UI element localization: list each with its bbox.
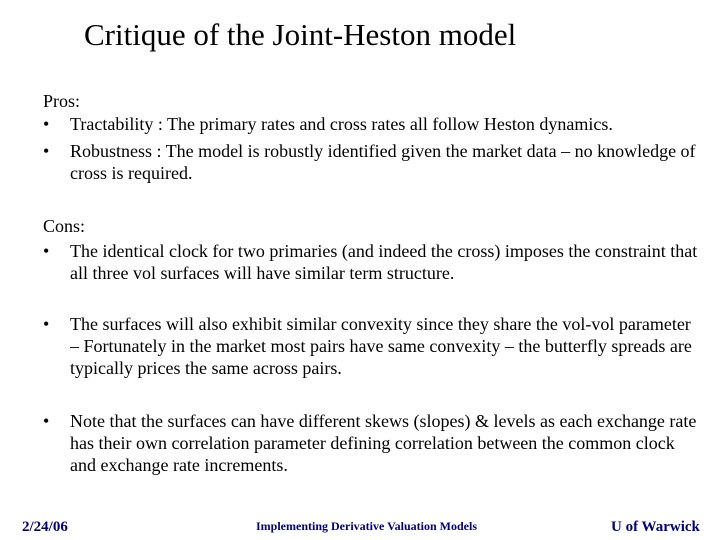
cons-item-convexity [43,313,703,379]
footer-course-title: Implementing Derivative Valuation Models [256,519,477,533]
cons-item-text: The surfaces will also exhibit similar convexity since they share the vol-vol parameter – Fortunately in the market most pairs have same convexity – the butterfly spreads are typically prices the same across pairs. [70,314,692,378]
bullet-marker: • [43,114,50,134]
footer-institution: U of Warwick [611,519,700,535]
cons-heading: Cons: [43,216,86,236]
slide-title: Critique of the Joint-Heston model [84,17,517,52]
bullet-marker: • [43,241,50,261]
pros-heading: Pros: [43,91,81,111]
pros-item-text: Robustness : The model is robustly identified given the market data – no knowledge of cross is required. [70,141,696,183]
cons-item-text: The identical clock for two primaries (and indeed the cross) imposes the constraint that all three vol surfaces will have similar term structure. [70,241,698,283]
pros-item-robustness [43,140,703,184]
cons-item-clock [43,240,703,284]
bullet-marker: • [43,141,50,161]
pros-item-tractability [43,113,703,135]
footer-date: 2/24/06 [22,519,68,535]
bullet-marker: • [43,411,50,431]
pros-item-text: Tractability : The primary rates and cross rates all follow Heston dynamics. [70,114,613,134]
bullet-marker: • [43,314,50,334]
cons-item-skews [43,410,703,476]
cons-item-text: Note that the surfaces can have different skews (slopes) & levels as each exchange rate has their own correlation parameter defining correlation between the common clock and exchange rate increments. [70,411,697,475]
